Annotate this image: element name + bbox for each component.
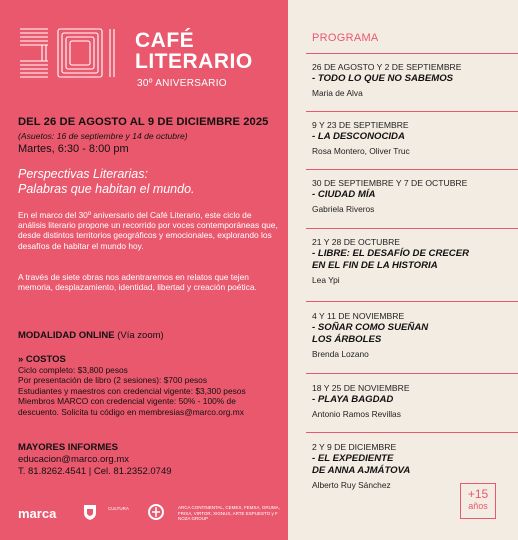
theme-line1: Perspectivas Literarias: xyxy=(18,167,148,181)
divider xyxy=(306,111,518,112)
logo-title-line2: LITERARIO xyxy=(135,50,253,73)
modalidad-label: MODALIDAD ONLINE xyxy=(18,330,115,341)
programa-item xyxy=(312,383,512,420)
sponsor-logos xyxy=(18,500,283,526)
badge-label: años xyxy=(468,501,488,511)
programa-date: 9 Y 23 DE SEPTIEMBRE xyxy=(312,120,409,130)
programa-title: DE ANNA AJMÁTOVA xyxy=(312,465,411,476)
modalidad-detail: (Vía zoom) xyxy=(117,330,164,341)
programa-title: - EL EXPEDIENTE xyxy=(312,453,394,464)
costos-line: Miembros MARCO con credencial vigente: 50% - 100% de xyxy=(18,396,236,407)
programa-item xyxy=(312,178,512,215)
programa-date: 2 Y 9 DE DICIEMBRE xyxy=(312,442,397,452)
informes-email[interactable]: educacion@marco.org.mx xyxy=(18,454,130,465)
programa-author: Brenda Lozano xyxy=(312,349,369,359)
programa-author: Lea Ypi xyxy=(312,275,340,285)
cafe-literario-logo-icon xyxy=(18,25,118,81)
asuetos-note: (Asuetos: 16 de septiembre y 14 de octubre) xyxy=(18,131,188,141)
costos-line: Ciclo completo: $3,800 pesos xyxy=(18,365,128,375)
marca-logo: marca xyxy=(18,506,57,521)
programa-author: Gabriela Riveros xyxy=(312,204,375,214)
fifteen-years-badge xyxy=(460,483,496,519)
programa-date: 30 DE SEPTIEMBRE Y 7 DE OCTUBRE xyxy=(312,178,468,188)
programa-date: 4 Y 11 DE NOVIEMBRE xyxy=(312,311,405,321)
programa-author: Maria de Alva xyxy=(312,88,363,98)
programa-item xyxy=(312,120,512,157)
programa-author: Rosa Montero, Oliver Truc xyxy=(312,146,410,156)
informes-phones: T. 81.8262.4541 | Cel. 81.2352.0749 xyxy=(18,466,172,477)
divider xyxy=(306,169,518,170)
programa-item xyxy=(312,237,512,286)
divider xyxy=(306,373,518,374)
programa-date: 26 DE AGOSTO Y 2 DE SEPTIEMBRE xyxy=(312,62,462,72)
programa-title: - CIUDAD MÍA xyxy=(312,189,376,200)
divider xyxy=(306,301,518,302)
description-paragraph-1: En el marco del 30º aniversario del Café Literario, este ciclo de análisis literario propone un recorrido por voces contemporáneas que, desde distintos territorios geográficos y emocionales, explorando los desafíos de habitar el mundo hoy. xyxy=(18,210,278,251)
conarte-logo-icon xyxy=(146,502,166,522)
logo-title-line1: CAFÉ xyxy=(135,29,195,52)
right-panel xyxy=(288,0,518,540)
costos-line: Estudiantes y maestros con credencial vigente: $3,300 pesos xyxy=(18,385,246,396)
costos-line: descuento. Solicita tu código en membresias@marco.org.mx xyxy=(18,406,244,417)
cultura-logo: CULTURA xyxy=(108,506,129,511)
theme-title xyxy=(18,167,280,197)
programa-item xyxy=(312,62,512,99)
programa-title: LOS ÁRBOLES xyxy=(312,334,382,345)
modalidad xyxy=(18,330,164,341)
theme-line2: Palabras que habitan el mundo. xyxy=(18,182,195,196)
programa-author: Alberto Ruy Sánchez xyxy=(312,480,391,490)
programa-title: - LA DESCONOCIDA xyxy=(312,131,405,142)
costos-line: Por presentación de libro (2 sesiones): $700 pesos xyxy=(18,375,208,386)
badge-number: +15 xyxy=(467,487,489,501)
divider xyxy=(306,228,518,229)
nuevo-leon-shield-icon xyxy=(80,502,100,522)
divider xyxy=(306,432,518,433)
anniversary-label: 30º ANIVERSARIO xyxy=(137,78,227,89)
programa-title: - PLAYA BAGDAD xyxy=(312,394,394,405)
programa-date: 18 Y 25 DE NOVIEMBRE xyxy=(312,383,410,393)
divider xyxy=(306,53,518,54)
description-paragraph-2: A través de siete obras nos adentraremos en relatos que tejen memoria, desplazamiento, identidad, libertad y creación poética. xyxy=(18,272,257,293)
programa-title: - LIBRE: EL DESAFÍO DE CRECER xyxy=(312,248,470,259)
logo-title xyxy=(135,30,253,72)
event-dates: DEL 26 DE AGOSTO AL 9 DE DICIEMBRE 2025 xyxy=(18,116,269,128)
event-schedule: Martes, 6:30 - 8:00 pm xyxy=(18,143,129,155)
costos-list xyxy=(18,365,283,417)
costos-title: » COSTOS xyxy=(18,354,66,365)
programa-item xyxy=(312,311,512,360)
informes-title: MAYORES INFORMES xyxy=(18,442,118,453)
programa-title: - TODO LO QUE NO SABEMOS xyxy=(312,73,454,84)
programa-author: Antonio Ramos Revillas xyxy=(312,409,401,419)
programa-title: - SOÑAR COMO SUEÑAN xyxy=(312,322,429,333)
programa-heading: PROGRAMA xyxy=(312,32,379,44)
corporate-sponsors: ARCA CONTINENTAL, CEMEX, FEMSA, GRUMA, FRISA, VIRTOR, XIGNUX, ARTE ESPUESTO y F NOZA GROUP xyxy=(178,505,280,521)
programa-title: EN EL FIN DE LA HISTORIA xyxy=(312,260,438,271)
programa-date: 21 Y 28 DE OCTUBRE xyxy=(312,237,401,247)
